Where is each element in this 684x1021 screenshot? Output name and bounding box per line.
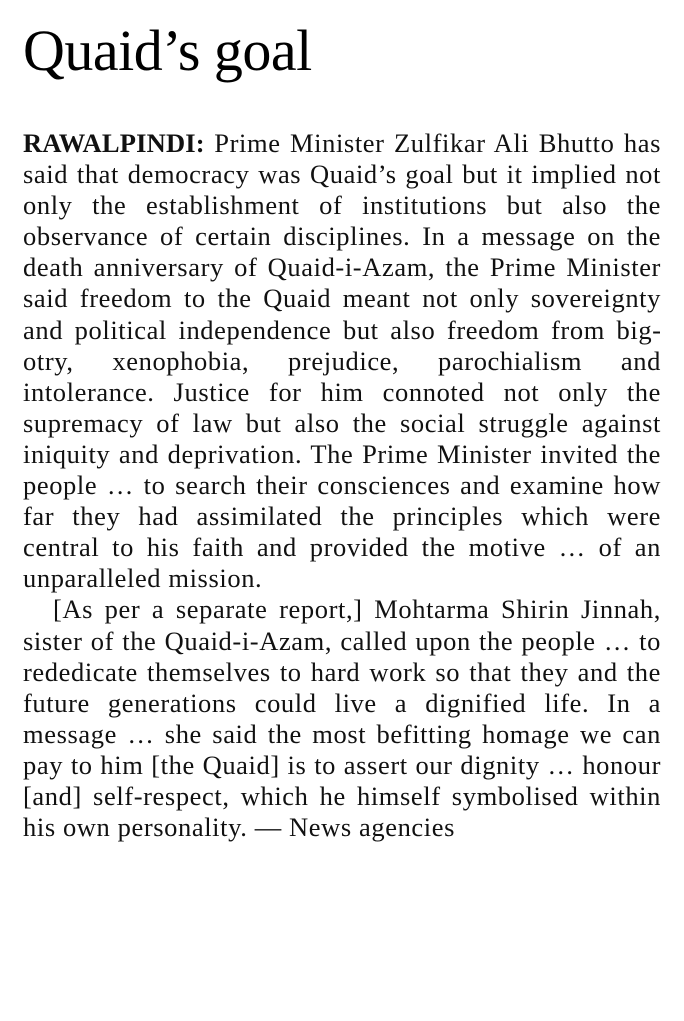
paragraph-2: [As per a separate report,] Mohtarma Shirin Jinnah, sister of the Quaid-i-Azam, called upon the people … to rededicate themselves to hard work so that they and the future generations could live a dignified life. In a message … she said the most befitting homage we can pay to him [the Quaid] is to assert our dignity … honour [and] self-respect, which he himself symbolised within his own personality. — News agencies bbox=[23, 594, 661, 843]
news-article bbox=[23, 12, 661, 843]
paragraph-1-text: Prime Minister Zulfikar Ali Bhutto has said that democracy was Quaid’s goal but it implied not only the establishment of institutions but also the observance of certain disciplines. In a message on the death anniversary of Quaid-i-Azam, the Prime Minister said freedom to the Quaid meant not only sovereignty and political independence but also freedom from bigotry, xenophobia, prejudice, parochialism and intolerance. Justice for him connoted not only the supremacy of law but also the social struggle against iniquity and deprivation. The Prime Minister invited the people … to search their consciences and examine how far they had assimilated the principles which were central to his faith and provided the motive … of an unparalleled mission. bbox=[23, 128, 661, 594]
dateline: RAWALPINDI: bbox=[23, 128, 205, 158]
article-body bbox=[23, 128, 661, 843]
headline: Quaid’s goal bbox=[23, 18, 312, 83]
paragraph-1 bbox=[23, 128, 661, 594]
